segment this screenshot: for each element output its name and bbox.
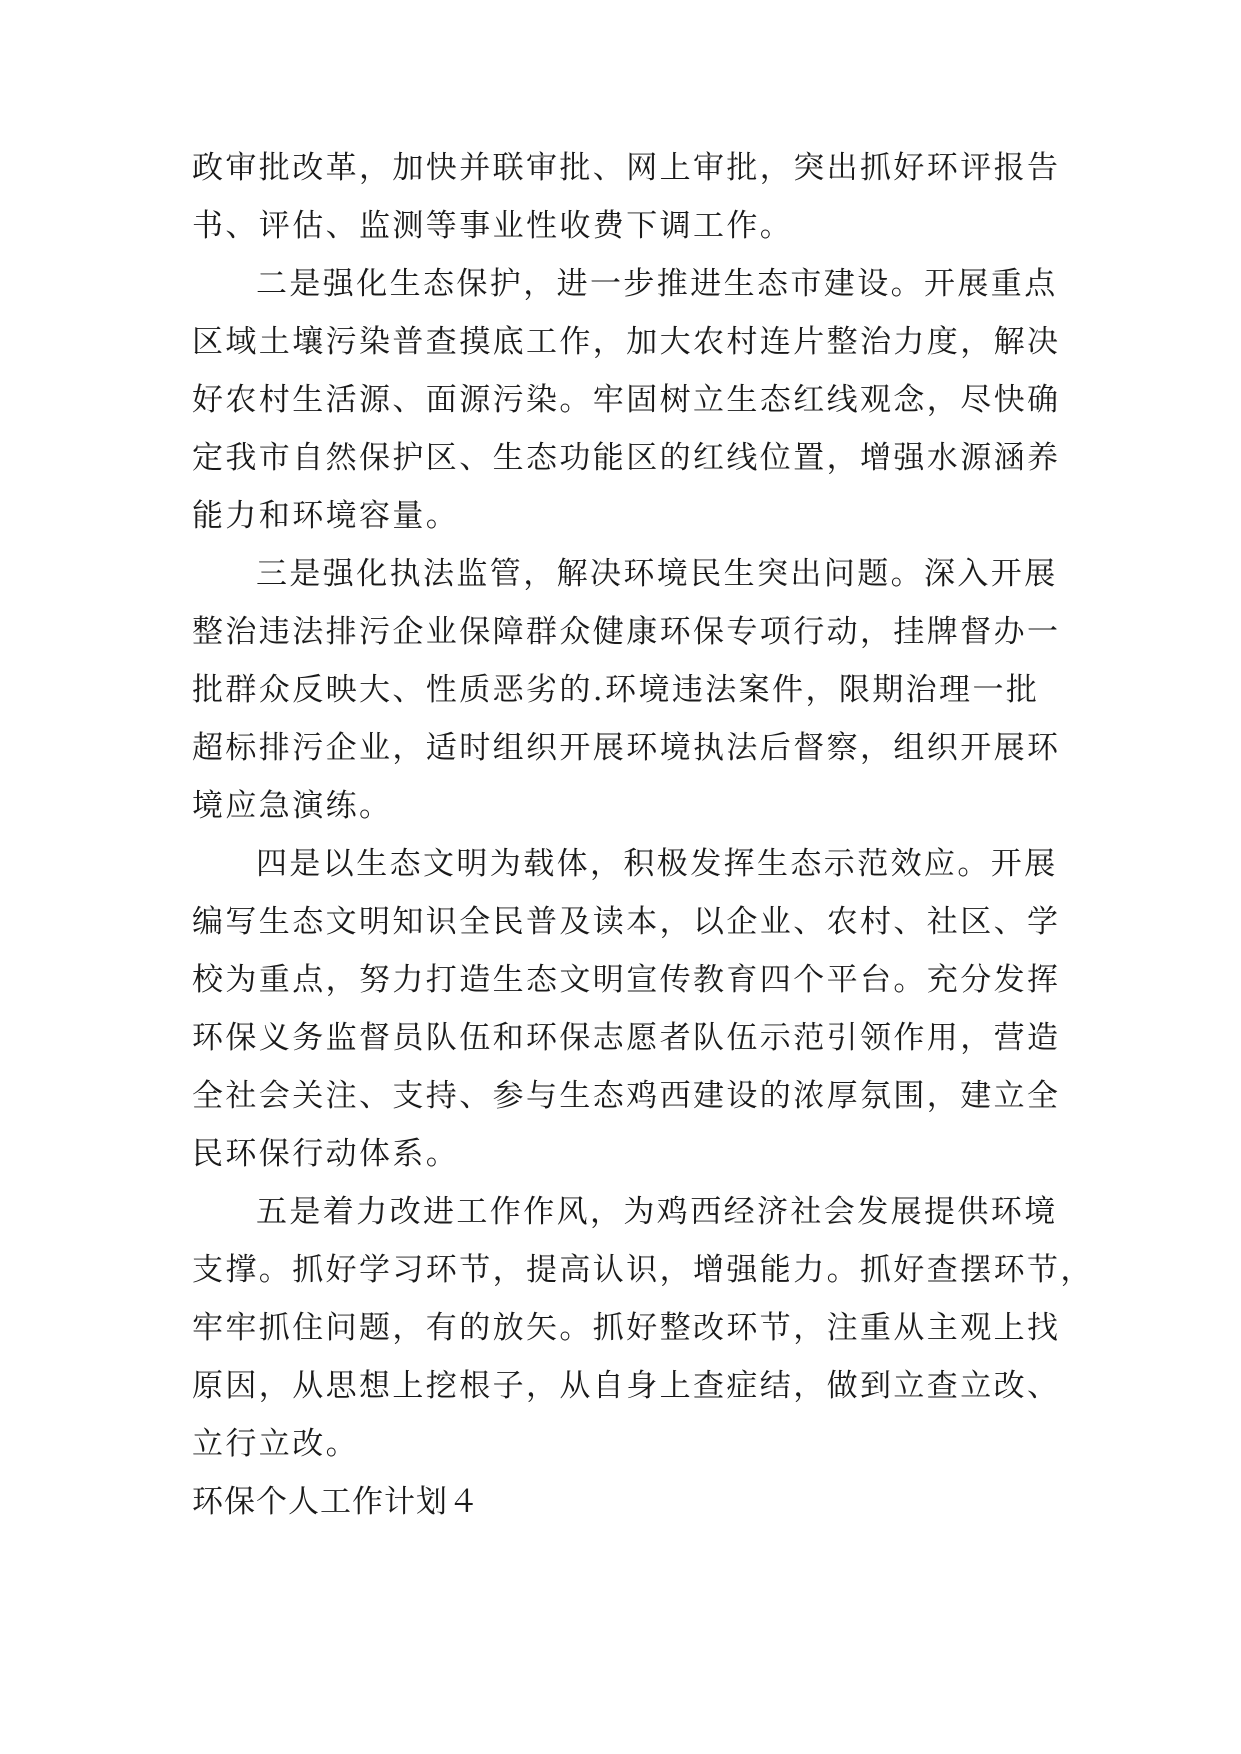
paragraph-line: 支撑。抓好学习环节，提高认识，增强能力。抓好查摆环节，: [192, 1252, 1094, 1288]
paragraph-line: 民环保行动体系。: [192, 1136, 460, 1172]
paragraph-line: 编写生态文明知识全民普及读本，以企业、农村、社区、学: [192, 904, 1061, 940]
section-heading: 环保个人工作计划４: [192, 1484, 480, 1520]
paragraph-line: 政审批改革，加快并联审批、网上审批，突出抓好环评报告: [192, 150, 1061, 186]
paragraph-line: 四是以生态文明为载体，积极发挥生态示范效应。开展: [256, 846, 1058, 882]
paragraph-line: 环保义务监督员队伍和环保志愿者队伍示范引领作用，营造: [192, 1020, 1061, 1056]
paragraph-line: 牢牢抓住问题，有的放矢。抓好整改环节，注重从主观上找: [192, 1310, 1061, 1346]
paragraph-line: 超标排污企业，适时组织开展环境执法后督察，组织开展环: [192, 730, 1061, 766]
paragraph-line: 原因，从思想上挖根子，从自身上查症结，做到立查立改、: [192, 1368, 1061, 1404]
paragraph-line: 立行立改。: [192, 1426, 359, 1462]
paragraph-line: 好农村生活源、面源污染。牢固树立生态红线观念，尽快确: [192, 382, 1061, 418]
paragraph-line: 境应急演练。: [192, 788, 393, 824]
paragraph-line: 整治违法排污企业保障群众健康环保专项行动，挂牌督办一: [192, 614, 1061, 650]
paragraph-line: 区域土壤污染普查摸底工作，加大农村连片整治力度，解决: [192, 324, 1061, 360]
paragraph-line: 校为重点，努力打造生态文明宣传教育四个平台。充分发挥: [192, 962, 1061, 998]
paragraph-line: 全社会关注、支持、参与生态鸡西建设的浓厚氛围，建立全: [192, 1078, 1061, 1114]
paragraph-line: 能力和环境容量。: [192, 498, 460, 534]
paragraph-line: 三是强化执法监管，解决环境民生突出问题。深入开展: [256, 556, 1058, 592]
paragraph-line: 书、评估、监测等事业性收费下调工作。: [192, 208, 794, 244]
paragraph-line: 批群众反映大、性质恶劣的.环境违法案件，限期治理一批: [192, 672, 1040, 708]
paragraph-line: 五是着力改进工作作风，为鸡西经济社会发展提供环境: [256, 1194, 1058, 1230]
paragraph-line: 定我市自然保护区、生态功能区的红线位置，增强水源涵养: [192, 440, 1061, 476]
paragraph-line: 二是强化生态保护，进一步推进生态市建设。开展重点: [256, 266, 1058, 302]
